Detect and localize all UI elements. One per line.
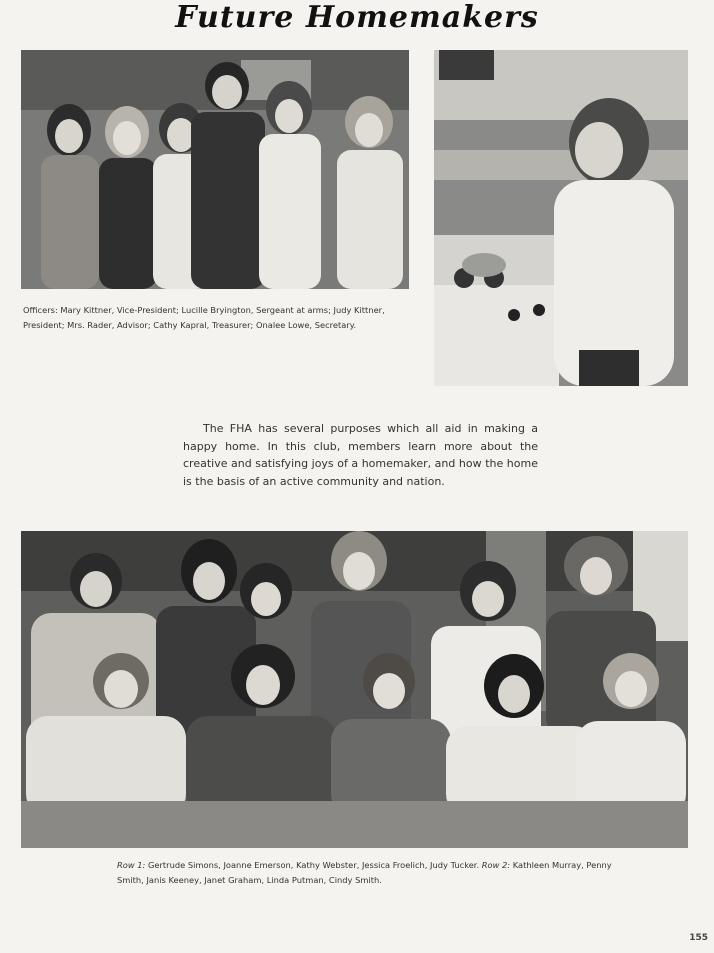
row1-names: Gertrude Simons, Joanne Emerson, Kathy Webster, Jessica Froelich, Judy Tucker.: [147, 860, 480, 870]
row2-label: Row 2:: [481, 860, 511, 870]
cooking-demo-photo: [434, 50, 688, 386]
page-number: 155: [689, 933, 708, 943]
page-title: Future Homemakers: [175, 0, 539, 35]
row1-label: Row 1:: [117, 860, 146, 870]
officers-group-photo: [21, 50, 409, 289]
members-caption: [117, 858, 617, 888]
row2-names: Kathleen Murray, Penny Smith, Janis Keeney, Janet Graham, Linda Putman, Cindy Smith.: [117, 860, 612, 885]
members-group-photo: [21, 531, 688, 848]
intro-paragraph: The FHA has several purposes which all aid in making a happy home. In this club, members learn more about the creative and satisfying joys of a homemaker, and how the home is the basis of an active community and nation.: [183, 422, 538, 488]
officers-caption: Officers: Mary Kittner, Vice-President; Lucille Bryington, Sergeant at arms; Judy Kittner, President; Mrs. Rader, Advisor; Cathy Kapral, Treasurer; Onalee Lowe, Secretary.: [23, 305, 385, 330]
